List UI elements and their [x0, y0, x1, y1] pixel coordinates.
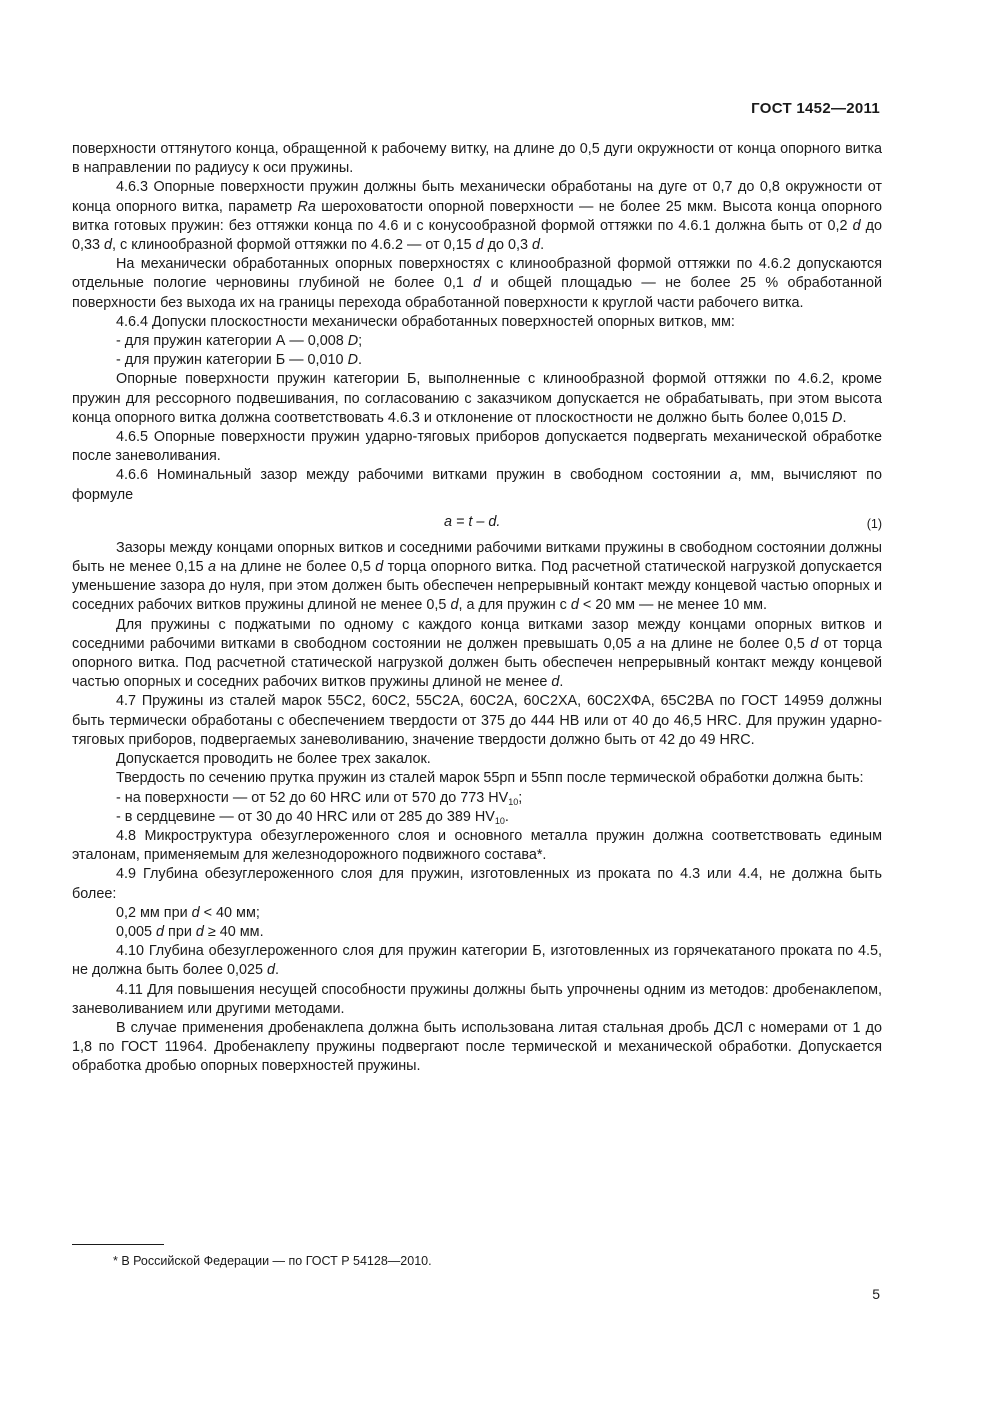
paragraph: Зазоры между концами опорных витков и соседними рабочими витками пружины в свободном состоянии должны быть не менее 0,15 a на длине не более 0,5 d торца опорного витка. Под расчетной статической нагрузкой допускается уменьшение зазора до нуля, при этом должен быть обеспечен непрерывный контакт между концевой частью опорных и соседних рабочих витков пружины длиной не менее 0,5 d, а для пружин с d < 20 мм — не менее 10 мм.: [72, 539, 882, 614]
paragraph: Опорные поверхности пружин категории Б, выполненные с клинообразной формой оттяжки по 4.6.2, кроме пружин для рессорного подвешивания, по согласованию с заказчиком допускается не обрабатывать, при этом высота конца опорного витка должна соответствовать 4.6.3 и отклонение от плоскостности не должно быть более 0,015 D.: [72, 371, 882, 426]
list-item: 0,2 мм при d < 40 мм;: [116, 904, 260, 921]
paragraph: Допускается проводить не более трех закалок.: [116, 751, 431, 768]
list-item: 0,005 d при d ≥ 40 мм.: [116, 923, 264, 940]
page-number: 5: [872, 1286, 880, 1302]
paragraph: На механически обработанных опорных поверхностях с клинообразной формой оттяжки по 4.6.2 допускаются отдельные пологие черновины глубиной не более 0,1 d и общей площадью — не более 25 % обработанной поверхности без выхода их на границы перехода обработанной поверхности к круглой части рабочего витка.: [72, 256, 882, 311]
paragraph: Для пружины с поджатыми по одному с каждого конца витками зазор между концами опорных витков и соседними рабочими витками в свободном состоянии не должен превышать 0,05 a на длине не более 0,5 d от торца опорного витка. Под расчетной статической нагрузкой должен быть обеспечен непрерывный контакт между концевой частью опорных и соседних рабочих витков пружины длиной не менее d.: [72, 616, 882, 691]
list-item: - на поверхности — от 52 до 60 HRC или от 570 до 773 $HV_{10}$;: [116, 789, 523, 807]
document-header: ГОСТ 1452—2011: [751, 100, 880, 117]
formula-expression: a = t – d.: [444, 513, 501, 530]
paragraph-4-9: 4.9 Глубина обезуглероженного слоя для пружин, изготовленных из проката по 4.3 или 4.4, не должна быть более:: [72, 866, 882, 902]
paragraph-4-6-5: 4.6.5 Опорные поверхности пружин ударно-тяговых приборов допускается подвергать механической обработке после заневоливания.: [72, 429, 882, 465]
paragraph-4-6-3: 4.6.3 Опорные поверхности пружин должны быть механически обработаны на дуге от 0,7 до 0,8 окружности от конца опорного витка, параметр Ra шероховатости опорной поверхности — не более 25 мкм. Высота конца опорного витка готовых пружин: без оттяжки конца по 4.6 и с конусообразной формой оттяжки по 4.6.1 должна быть от 0,2 d до 0,33 d, с клинообразной формой оттяжки по 4.6.2 — от 0,15 d до 0,3 d.: [72, 179, 883, 254]
paragraph: В случае применения дробенаклепа должна быть использована литая стальная дробь ДСЛ с номерами от 1 до 1,8 по ГОСТ 11964. Дробенаклепу пружины подвергают после термической и механической обработки. Допускается обработка дробью опорных поверхностей пружины.: [72, 1019, 882, 1075]
list-item: - для пружин категории А — 0,008 D;: [116, 333, 363, 350]
formula: [72, 507, 882, 537]
paragraph-4-7: 4.7 Пружины из сталей марок 55С2, 60С2, 55С2А, 60С2А, 60С2ХА, 60С2ХФА, 65С2ВА по ГОСТ 14959 должны быть термически обработаны с обеспечением твердости от 375 до 444 НВ или от 40 до 46,5 HRC. Для пружин ударно-тяговых приборов, подвергаемых заневоливанию, значение твердости должно быть от 42 до 49 HRC.: [72, 693, 882, 748]
list-item: - для пружин категории Б — 0,010 D.: [116, 352, 362, 369]
paragraph-4-11: 4.11 Для повышения несущей способности пружины должны быть упрочнены одним из методов: дробенаклепом, заневоливанием или другими методами.: [72, 981, 882, 1017]
paragraph-4-8: 4.8 Микроструктура обезуглероженного слоя и основного металла пружин должна соответствовать единым эталонам, применяемым для железнодорожного подвижного состава*.: [72, 827, 882, 864]
formula-number: (1): [866, 516, 882, 531]
footnote-divider: [72, 1244, 164, 1245]
paragraph-4-6-4: 4.6.4 Допуски плоскостности механически обработанных поверхностей опорных витков, мм:: [116, 313, 735, 330]
footnote: * В Российской Федерации — по ГОСТ Р 54128—2010.: [113, 1254, 432, 1268]
list-item: - в сердцевине — от 30 до 40 HRC или от 285 до 389 $HV_{10}$.: [116, 808, 509, 826]
paragraph: поверхности оттянутого конца, обращенной к рабочему витку, на длине до 0,5 дуги окружности от конца опорного витка в направлении по радиусу к оси пружины.: [72, 141, 882, 177]
paragraph-4-10: 4.10 Глубина обезуглероженного слоя для пружин категории Б, изготовленных из горячекатаного проката по 4.5, не должна быть более 0,025 d.: [72, 943, 882, 979]
paragraph: Твердость по сечению прутка пружин из сталей марок 55рп и 55пп после термической обработки должна быть:: [116, 770, 864, 787]
document-body: [72, 140, 882, 1077]
paragraph-4-6-6: 4.6.6 Номинальный зазор между рабочими витками пружин в свободном состоянии a, мм, вычисляют по формуле: [72, 467, 882, 503]
